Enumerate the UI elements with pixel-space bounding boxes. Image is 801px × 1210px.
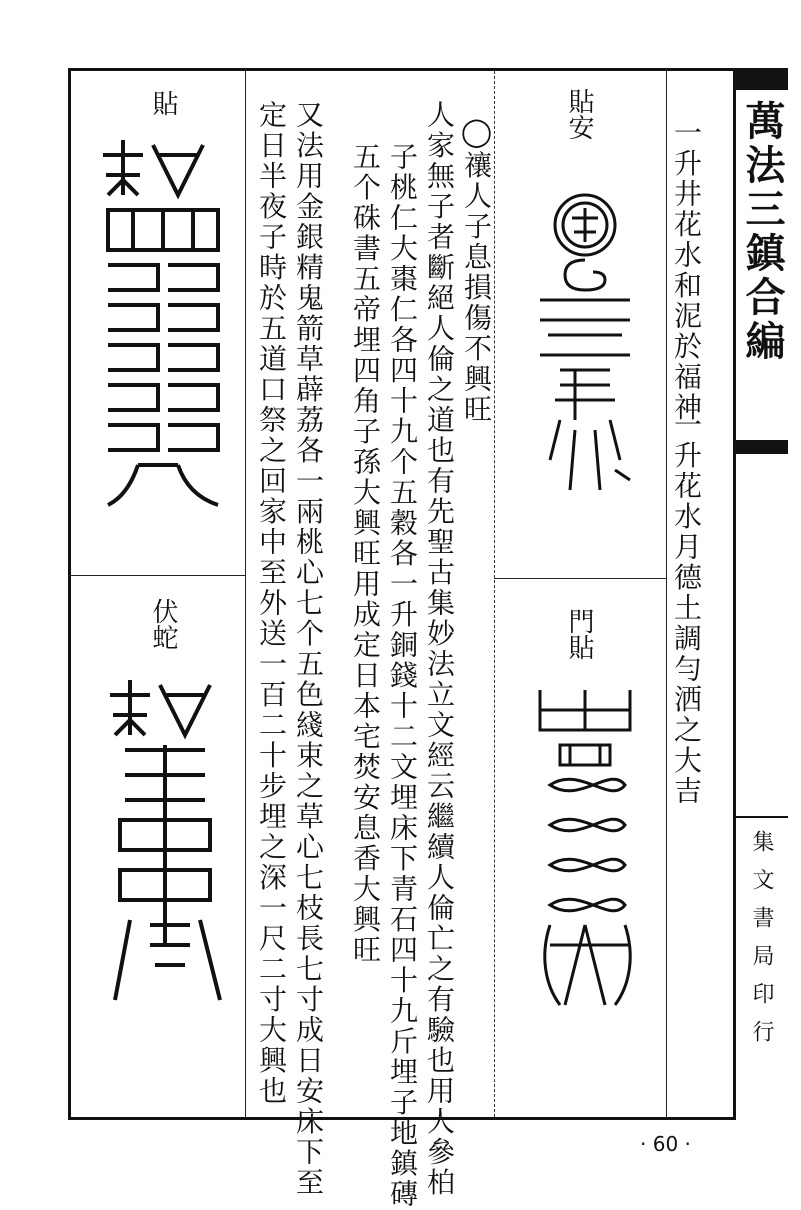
talisman-label-top-right: 貼安 — [564, 88, 594, 140]
publisher: 集文書局印行 — [749, 830, 774, 1058]
talisman-label-bottom-left: 伏蛇 — [148, 598, 178, 650]
book-title: 萬法三鎮合編 — [739, 100, 786, 364]
talisman-bottom-right — [530, 685, 640, 1015]
talisman-top-right — [530, 170, 640, 530]
left-panel-divider — [245, 71, 246, 1117]
text-heading: ◯禳人子息損傷不興旺 — [460, 115, 493, 425]
title-bar-divider — [736, 440, 788, 454]
title-bar — [733, 68, 788, 1120]
talisman-top-left — [98, 135, 228, 515]
talisman-label-bottom-right: 門貼 — [564, 608, 594, 660]
left-panel-hdivider — [71, 575, 245, 576]
title-bar-top — [736, 68, 788, 90]
text-column-3: 五个硃書五帝埋四角子孫大興旺用成定日本宅焚安息香大興旺 — [349, 142, 382, 966]
text-column-1: 人家無子者斷絕人倫之道也有先聖古集妙法立文經云繼續人倫亡之有驗也用人參柏 — [423, 100, 456, 1198]
talisman-bottom-left — [105, 675, 230, 1015]
text-column-divider — [494, 71, 495, 1117]
text-column-right-2: 一升花水月德土調勻洒之大吉 — [670, 410, 703, 807]
text-column-4: 又法用金銀精鬼箭草薜荔各一兩桃心七个五色綫束之草心七枝長七寸成日安床下至 — [292, 100, 325, 1198]
text-column-2: 子桃仁大棗仁各四十九个五穀各一升銅錢十二文埋床下青石四十九斤埋子地鎮磚 — [386, 142, 419, 1210]
right-panel-hdivider — [494, 578, 666, 579]
publisher-divider — [736, 816, 788, 818]
text-column-5: 定日半夜子時於五道口祭之回家中至外送一百二十步埋之深一尺二寸大興也 — [255, 100, 288, 1107]
right-panel-divider — [666, 71, 667, 1117]
text-column-right-1: 一升井花水和泥於福神 — [670, 118, 703, 423]
talisman-label-top-left: 貼 — [148, 90, 178, 116]
page-number: · 60 · — [640, 1132, 691, 1156]
